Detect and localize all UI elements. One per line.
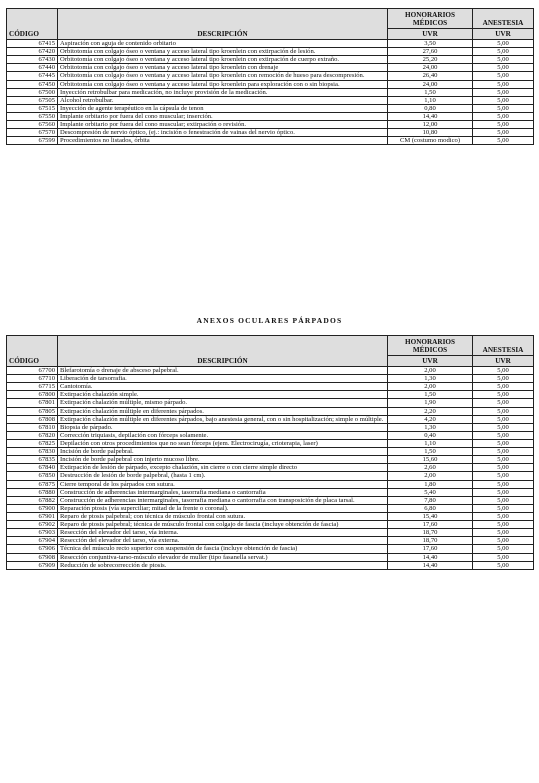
table-row (7, 391, 534, 399)
table-orbita-body (7, 40, 534, 145)
row-anestesia: 5,00 (473, 512, 534, 520)
table-row (7, 399, 534, 407)
row-anestesia: 5,00 (473, 561, 534, 569)
table-row (7, 72, 534, 80)
row-honorarios: 5,40 (388, 488, 473, 496)
row-code: 67880 (7, 488, 58, 496)
table-row (7, 104, 534, 112)
table-row (7, 423, 534, 431)
row-anestesia: 5,00 (473, 545, 534, 553)
row-description: Construcción de adherencias intermarginales, tasorrafia mediana o cantorrafia (58, 488, 388, 496)
table-row (7, 561, 534, 569)
table-row (7, 529, 534, 537)
row-anestesia: 5,00 (473, 464, 534, 472)
header-honorarios-line2: MÉDICOS (412, 346, 448, 355)
row-code: 67906 (7, 545, 58, 553)
row-code: 67415 (7, 40, 58, 48)
table-row (7, 488, 534, 496)
row-honorarios: 26,40 (388, 72, 473, 80)
row-honorarios: 14,40 (388, 553, 473, 561)
row-description: Extirpación de lesión de párpado, excepto chalazión, sin cierre o con cierre simple directo (58, 464, 388, 472)
row-description: Depilación con otros procedimientos que no sean fórceps (ejem. Electrocirugía, crioterapia, laser) (58, 439, 388, 447)
row-code: 67830 (7, 448, 58, 456)
row-anestesia: 5,00 (473, 472, 534, 480)
table-row (7, 96, 534, 104)
row-code: 67710 (7, 375, 58, 383)
row-anestesia: 5,00 (473, 80, 534, 88)
row-anestesia: 5,00 (473, 504, 534, 512)
header-codigo: CÓDIGO (7, 9, 58, 40)
row-honorarios: 17,60 (388, 521, 473, 529)
row-description: Implante orbitario por fuera del cono muscular; inserción. (58, 112, 388, 120)
row-honorarios: 2,00 (388, 383, 473, 391)
row-description: Reducción de sobrecorrección de ptosis. (58, 561, 388, 569)
row-anestesia: 5,00 (473, 367, 534, 375)
row-code: 67903 (7, 529, 58, 537)
table-row (7, 407, 534, 415)
row-anestesia: 5,00 (473, 56, 534, 64)
row-description: Extirpación chalazión múltiple en diferentes párpados, bajo anestesia general, con o sin hospitalización; simple o múltiple. (58, 415, 388, 423)
row-code: 67900 (7, 504, 58, 512)
row-anestesia: 5,00 (473, 553, 534, 561)
row-description: Orbitotomía con colgajo óseo o ventana y acceso lateral tipo kroenlein con drenaje (58, 64, 388, 72)
table-row (7, 48, 534, 56)
table-row (7, 472, 534, 480)
row-honorarios: 1,90 (388, 399, 473, 407)
row-anestesia: 5,00 (473, 439, 534, 447)
row-code: 67450 (7, 80, 58, 88)
row-code: 67904 (7, 537, 58, 545)
row-honorarios: 18,70 (388, 529, 473, 537)
header-honorarios-line1: HONORARIOS (405, 338, 455, 347)
row-code: 67700 (7, 367, 58, 375)
header-honorarios (388, 9, 473, 29)
table-row (7, 512, 534, 520)
table-row (7, 480, 534, 488)
row-code: 67825 (7, 439, 58, 447)
row-code: 67810 (7, 423, 58, 431)
row-description: Descompresión de nervio óptico, (ej.: incisión o fenestración de vainas del nervio óptico. (58, 129, 388, 137)
header-honorarios-line2: MÉDICOS (412, 19, 448, 28)
row-description: Resección del elevador del tarso, vía externa. (58, 537, 388, 545)
row-code: 67430 (7, 56, 58, 64)
table-row (7, 375, 534, 383)
row-anestesia: 5,00 (473, 129, 534, 137)
row-anestesia: 5,00 (473, 488, 534, 496)
row-honorarios: 1,10 (388, 96, 473, 104)
row-honorarios: 7,80 (388, 496, 473, 504)
header-honorarios-line1: HONORARIOS (405, 11, 455, 20)
row-honorarios: 0,40 (388, 431, 473, 439)
row-anestesia: 5,00 (473, 383, 534, 391)
row-code: 67909 (7, 561, 58, 569)
row-honorarios: 17,60 (388, 545, 473, 553)
header-uvr-honorarios: UVR (388, 29, 473, 40)
row-code: 67800 (7, 391, 58, 399)
row-honorarios: 15,40 (388, 512, 473, 520)
row-description: Incisión de borde palpebral con injerto mucoso libre. (58, 456, 388, 464)
row-code: 67901 (7, 512, 58, 520)
row-code: 67570 (7, 129, 58, 137)
row-honorarios: 4,20 (388, 415, 473, 423)
row-description: Inyección de agente terapéutico en la cápsula de tenon (58, 104, 388, 112)
table-row (7, 64, 534, 72)
table-parpados-body (7, 367, 534, 570)
row-code: 67801 (7, 399, 58, 407)
row-anestesia: 5,00 (473, 121, 534, 129)
row-code: 67560 (7, 121, 58, 129)
row-honorarios: 2,00 (388, 472, 473, 480)
row-honorarios: 14,40 (388, 112, 473, 120)
row-honorarios: 12,00 (388, 121, 473, 129)
row-description: Alcohol retrobulbar. (58, 96, 388, 104)
row-honorarios: 1,30 (388, 375, 473, 383)
row-honorarios: 18,70 (388, 537, 473, 545)
row-anestesia: 5,00 (473, 104, 534, 112)
row-code: 67515 (7, 104, 58, 112)
row-code: 67440 (7, 64, 58, 72)
row-honorarios: 25,20 (388, 56, 473, 64)
row-description: Orbitotomía con colgajo óseo o ventana y acceso lateral tipo kroenlein para exploración con o sin biopsia. (58, 80, 388, 88)
table-row (7, 537, 534, 545)
row-anestesia: 5,00 (473, 72, 534, 80)
row-honorarios: 1,10 (388, 439, 473, 447)
table-row (7, 80, 534, 88)
row-description: Destrucción de lesión de borde palpebral, (hasta 1 cm). (58, 472, 388, 480)
row-code: 67420 (7, 48, 58, 56)
row-anestesia: 5,00 (473, 529, 534, 537)
section-title: ANEXOS OCULARES PÁRPADOS (196, 316, 343, 325)
header-uvr-honorarios: UVR (388, 356, 473, 367)
table-row (7, 504, 534, 512)
row-description: Reparación ptosis (vía superciliar; mitad de la frente o coronal). (58, 504, 388, 512)
table-row (7, 129, 534, 137)
row-description: Extirpación chalazión múltiple en diferentes párpados. (58, 407, 388, 415)
row-description: Biopsia de párpado. (58, 423, 388, 431)
row-anestesia: 5,00 (473, 48, 534, 56)
row-anestesia: 5,00 (473, 423, 534, 431)
table-row (7, 383, 534, 391)
row-code: 67840 (7, 464, 58, 472)
row-anestesia: 5,00 (473, 64, 534, 72)
row-honorarios: 2,20 (388, 407, 473, 415)
row-anestesia: 5,00 (473, 456, 534, 464)
row-honorarios: 24,00 (388, 64, 473, 72)
table-row (7, 367, 534, 375)
header-descripcion: DESCRIPCIÓN (58, 9, 388, 40)
row-description: Aspiración con aguja de contenido orbitario (58, 40, 388, 48)
table-row (7, 56, 534, 64)
row-code: 67550 (7, 112, 58, 120)
row-code: 67715 (7, 383, 58, 391)
row-honorarios: 24,00 (388, 80, 473, 88)
row-honorarios: 1,80 (388, 480, 473, 488)
row-honorarios: 2,00 (388, 367, 473, 375)
table-row (7, 88, 534, 96)
row-anestesia: 5,00 (473, 415, 534, 423)
table-row (7, 439, 534, 447)
row-description: Cantotomía. (58, 383, 388, 391)
row-honorarios: 1,50 (388, 88, 473, 96)
row-anestesia: 5,00 (473, 88, 534, 96)
row-code: 67505 (7, 96, 58, 104)
row-description: Reparo de ptosis palpebral; con técnica de músculo frontal con sutura. (58, 512, 388, 520)
row-code: 67445 (7, 72, 58, 80)
row-code: 67599 (7, 137, 58, 145)
header-anestesia: ANESTESIA (473, 336, 534, 356)
row-code: 67805 (7, 407, 58, 415)
header-codigo: CÓDIGO (7, 336, 58, 367)
row-honorarios: 1,50 (388, 391, 473, 399)
row-honorarios: 2,60 (388, 464, 473, 472)
header-descripcion: DESCRIPCIÓN (58, 336, 388, 367)
row-description: Corrección triquiasis, depilación con fórceps solamente. (58, 431, 388, 439)
row-anestesia: 5,00 (473, 137, 534, 145)
row-anestesia: 5,00 (473, 375, 534, 383)
row-anestesia: 5,00 (473, 399, 534, 407)
row-code: 67902 (7, 521, 58, 529)
row-anestesia: 5,00 (473, 431, 534, 439)
header-uvr-anestesia: UVR (473, 29, 534, 40)
row-description: Cierre temporal de los párpados con sutura. (58, 480, 388, 488)
row-description: Resección conjuntiva-tarso-músculo elevador de muller (tipo fasanella servat.) (58, 553, 388, 561)
row-honorarios: 27,60 (388, 48, 473, 56)
row-description: Incisión de borde palpebral. (58, 448, 388, 456)
table-row (7, 431, 534, 439)
row-anestesia: 5,00 (473, 537, 534, 545)
row-anestesia: 5,00 (473, 407, 534, 415)
table-orbita (6, 8, 534, 145)
row-description: Resección del elevador del tarso, vía interna. (58, 529, 388, 537)
row-anestesia: 5,00 (473, 40, 534, 48)
row-description: Reparo de ptosis palpebral; técnica de músculo frontal con colgajo de fascia (incluye obtención de fascia) (58, 521, 388, 529)
table-row (7, 415, 534, 423)
row-description: Orbitotomía con colgajo óseo o ventana y acceso lateral tipo kroenlein con remoción de hueso para descompresión. (58, 72, 388, 80)
row-description: Inyección retrobulbar para medicación, no incluye provisión de la medicación. (58, 88, 388, 96)
table-row (7, 464, 534, 472)
row-description: Liberación de tarsorrafia. (58, 375, 388, 383)
row-anestesia: 5,00 (473, 448, 534, 456)
row-honorarios: 1,30 (388, 423, 473, 431)
row-anestesia: 5,00 (473, 391, 534, 399)
row-anestesia: 5,00 (473, 96, 534, 104)
row-code: 67808 (7, 415, 58, 423)
row-honorarios: CM (costumo modico) (388, 137, 473, 145)
table-parpados (6, 335, 534, 570)
row-honorarios: 0,80 (388, 104, 473, 112)
header-anestesia: ANESTESIA (473, 9, 534, 29)
row-code: 67820 (7, 431, 58, 439)
row-description: Técnica del músculo recto superior con suspensión de fascia (incluye obtención de fascia) (58, 545, 388, 553)
table-row (7, 112, 534, 120)
table-row (7, 545, 534, 553)
row-description: Extirpación chalazión simple. (58, 391, 388, 399)
table-row (7, 121, 534, 129)
row-description: Blefarotomía o drenaje de absceso palpebral. (58, 367, 388, 375)
table-row (7, 496, 534, 504)
table-row (7, 40, 534, 48)
table-row (7, 137, 534, 145)
row-honorarios: 6,80 (388, 504, 473, 512)
row-code: 67850 (7, 472, 58, 480)
header-uvr-anestesia: UVR (473, 356, 534, 367)
row-honorarios: 15,60 (388, 456, 473, 464)
row-code: 67835 (7, 456, 58, 464)
row-description: Extirpación chalazión múltiple, mismo párpado. (58, 399, 388, 407)
table-row (7, 448, 534, 456)
row-description: Implante orbitario por fuera del cono muscular; extirpación o revisión. (58, 121, 388, 129)
row-honorarios: 14,40 (388, 561, 473, 569)
table-row (7, 521, 534, 529)
row-anestesia: 5,00 (473, 521, 534, 529)
row-code: 67500 (7, 88, 58, 96)
row-code: 67908 (7, 553, 58, 561)
row-description: Procedimientos no listados, órbita (58, 137, 388, 145)
row-honorarios: 3,50 (388, 40, 473, 48)
row-code: 67875 (7, 480, 58, 488)
row-description: Orbitotomía con colgajo óseo o ventana y acceso lateral tipo kroenlein con extirpación de lesión. (58, 48, 388, 56)
table-row (7, 456, 534, 464)
row-honorarios: 1,50 (388, 448, 473, 456)
row-description: Construcción de adherencias intermarginales, tasorrafia mediana o cantorrafia con transposición de placa tarsal. (58, 496, 388, 504)
row-description: Orbitotomía con colgajo óseo o ventana y acceso lateral tipo kroenlein con extirpación de cuerpo extraño. (58, 56, 388, 64)
row-anestesia: 5,00 (473, 112, 534, 120)
row-code: 67882 (7, 496, 58, 504)
row-honorarios: 10,80 (388, 129, 473, 137)
row-anestesia: 5,00 (473, 480, 534, 488)
table-row (7, 553, 534, 561)
row-anestesia: 5,00 (473, 496, 534, 504)
header-honorarios (388, 336, 473, 356)
